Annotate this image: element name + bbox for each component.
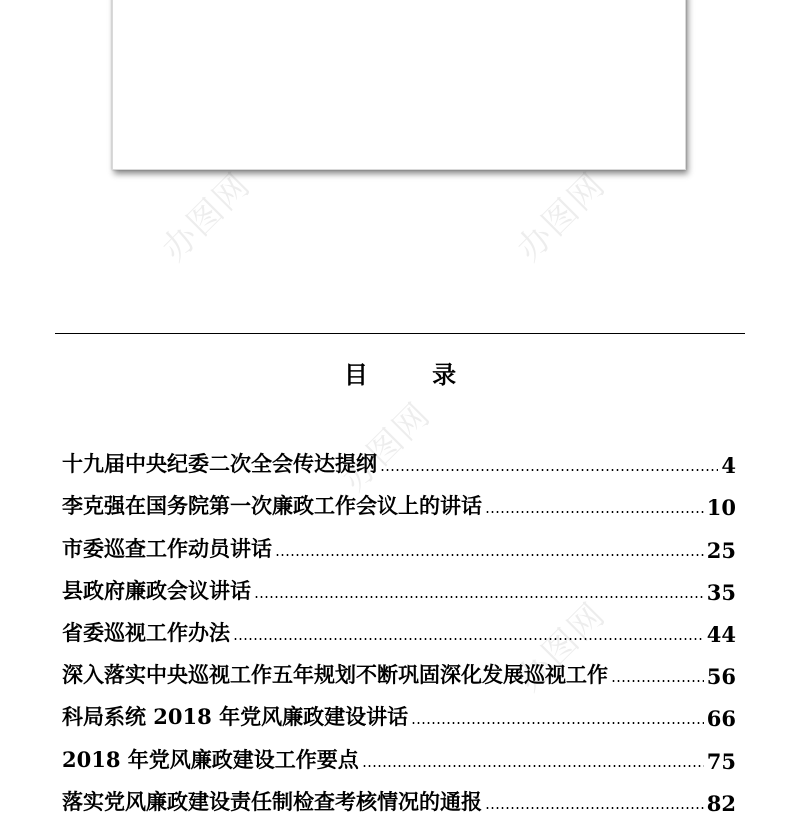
toc-entry-page: 35 [706,579,736,605]
toc-entry[interactable] [62,436,736,478]
horizontal-divider [55,333,745,334]
dot-leader [233,638,704,640]
toc-entry-title: 省委巡视工作办法 [62,619,230,645]
toc-entry-title: 深入落实中央巡视工作五年规划不断巩固深化发展巡视工作 [62,662,608,688]
toc-entry-page: 56 [706,664,736,690]
toc-entry[interactable] [62,647,736,689]
watermark: 办图网 [154,164,259,270]
dot-leader [485,807,704,809]
dot-leader [380,469,718,471]
watermark: 办图网 [509,594,614,700]
toc-entry-title: 落实党风廉政建设责任制检查考核情况的通报 [62,788,482,814]
dot-leader [411,722,704,724]
dot-leader [362,765,704,767]
dot-leader [485,511,704,513]
toc-entry-page: 66 [706,706,736,732]
toc-entry[interactable] [62,731,736,773]
toc-entry-page: 4 [721,453,736,479]
toc-entry[interactable] [62,605,736,647]
toc-entry-title: 科局系统 2018 年党风廉政建设讲话 [62,704,409,730]
toc-entry[interactable] [62,563,736,605]
document-page-preview [112,0,686,170]
toc-entry-title: 市委巡查工作动员讲话 [62,535,272,561]
toc-entry-title: 县政府廉政会议讲话 [62,577,251,603]
toc-entry-title: 2018 年党风廉政建设工作要点 [62,746,359,772]
toc-entry-title: 李克强在国务院第一次廉政工作会议上的讲话 [62,493,482,519]
toc-entry-title: 十九届中央纪委二次全会传达提纲 [62,451,377,477]
toc-entry[interactable] [62,520,736,562]
toc-entry-page: 44 [706,621,736,647]
toc-entry[interactable] [62,689,736,731]
toc-entry-page: 10 [706,495,736,521]
dot-leader [275,554,704,556]
toc-entry[interactable] [62,478,736,520]
toc-title: 目 录 [343,360,485,389]
toc-entry-page: 75 [706,748,736,774]
dot-leader [611,680,704,682]
watermark: 办图网 [334,394,439,500]
toc-entry[interactable] [62,774,736,816]
toc-entry-page: 25 [706,537,736,563]
watermark: 办图网 [509,164,614,270]
toc-entry-page: 82 [706,790,736,816]
dot-leader [254,596,704,598]
toc-list [62,436,736,816]
